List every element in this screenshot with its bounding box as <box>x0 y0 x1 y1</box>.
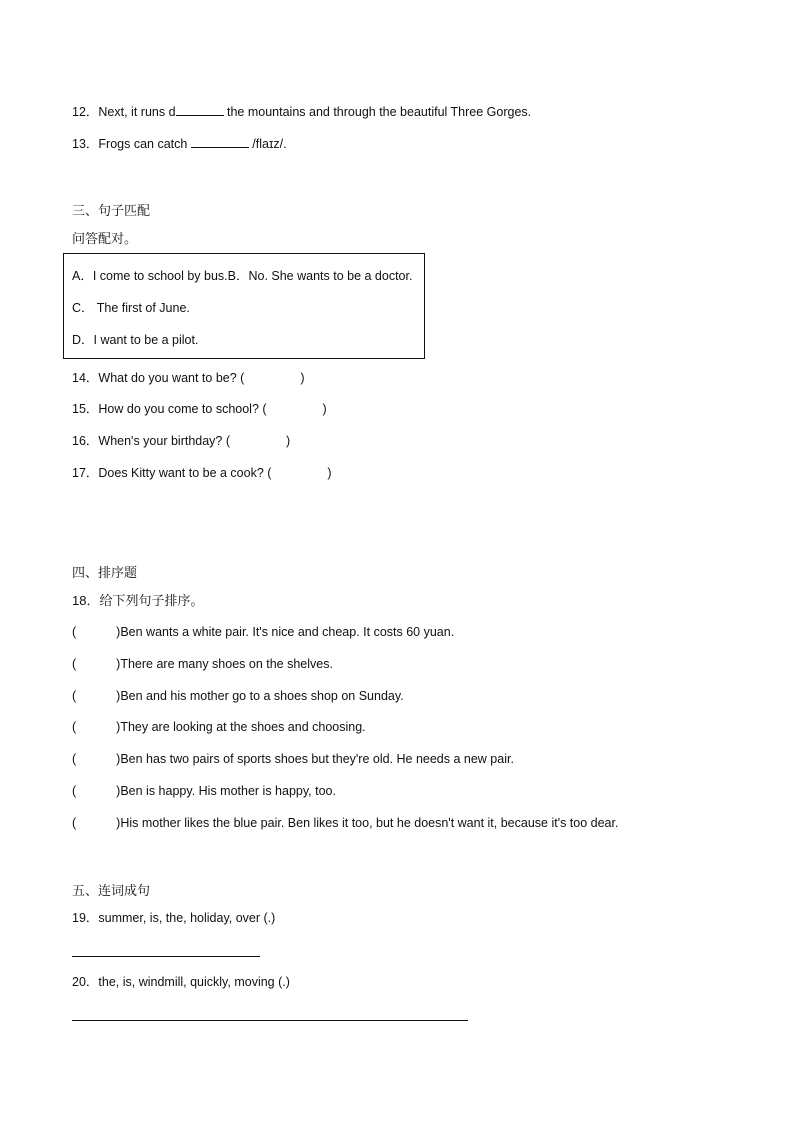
question-16 <box>72 433 290 449</box>
order-item <box>72 624 454 640</box>
option-line-d: D．I want to be a pilot. <box>72 333 199 347</box>
option-line-a-b: A．I come to school by bus.B．No. She wants to be a doctor. <box>72 269 413 283</box>
question-number: 15． <box>72 402 99 416</box>
question-14 <box>72 370 305 386</box>
order-item <box>72 783 336 799</box>
question-17 <box>72 465 332 481</box>
paren-open: ( <box>72 720 77 734</box>
question-15 <box>72 401 327 417</box>
paren-close: ) <box>116 816 121 830</box>
question-text: How do you come to school? ( <box>98 402 267 416</box>
answer-line[interactable] <box>72 1020 468 1021</box>
answer-line[interactable] <box>72 956 260 957</box>
paren-close: ) <box>116 720 121 734</box>
paren-close: ) <box>327 466 332 480</box>
fill-blank[interactable] <box>191 135 249 148</box>
question-19 <box>72 910 275 926</box>
order-item <box>72 719 366 735</box>
question-number: 13． <box>72 137 99 151</box>
paren-open: ( <box>72 689 77 703</box>
order-item <box>72 815 618 831</box>
section-3-instruction: 问答配对。 <box>72 231 138 246</box>
question-text-before: Next, it runs d <box>98 105 176 119</box>
question-number: 17． <box>72 466 99 480</box>
question-number: 14． <box>72 371 99 385</box>
order-item <box>72 751 514 767</box>
paren-open: ( <box>72 816 77 830</box>
question-text-after: /flaɪz/. <box>248 137 287 151</box>
question-text: the, is, windmill, quickly, moving (.) <box>98 975 290 989</box>
order-text: Ben wants a white pair. It's nice and cheap. It costs 60 yuan. <box>120 625 455 639</box>
question-text: summer, is, the, holiday, over (.) <box>98 911 276 925</box>
fill-blank[interactable] <box>176 103 224 116</box>
order-text: Ben is happy. His mother is happy, too. <box>120 784 336 798</box>
paren-close: ) <box>322 402 327 416</box>
section-5-title: 五、连词成句 <box>72 883 151 898</box>
question-number: 20． <box>72 975 99 989</box>
question-text: When's your birthday? ( <box>98 434 231 448</box>
order-text: Ben has two pairs of sports shoes but they're old. He needs a new pair. <box>120 752 514 766</box>
question-text: Does Kitty want to be a cook? ( <box>98 466 272 480</box>
order-item <box>72 688 404 704</box>
question-number: 19． <box>72 911 99 925</box>
question-12 <box>72 103 531 120</box>
section-4-title: 四、排序题 <box>72 565 138 580</box>
order-text: His mother likes the blue pair. Ben likes it too, but he doesn't want it, because it's too dear. <box>120 816 619 830</box>
question-20 <box>72 974 290 990</box>
question-text: What do you want to be? ( <box>98 371 245 385</box>
paren-close: ) <box>286 434 291 448</box>
order-text: There are many shoes on the shelves. <box>120 657 333 671</box>
question-text-after: the mountains and through the beautiful Three Gorges. <box>223 105 532 119</box>
paren-close: ) <box>116 752 121 766</box>
paren-close: ) <box>116 689 121 703</box>
question-text-before: Frogs can catch <box>98 137 191 151</box>
question-18: 18．给下列句子排序。 <box>72 593 204 608</box>
paren-open: ( <box>72 625 77 639</box>
paren-open: ( <box>72 784 77 798</box>
section-3-title: 三、句子匹配 <box>72 203 151 218</box>
paren-close: ) <box>116 625 121 639</box>
paren-open: ( <box>72 752 77 766</box>
order-text: They are looking at the shoes and choosing. <box>120 720 366 734</box>
paren-close: ) <box>116 784 121 798</box>
order-item <box>72 656 333 672</box>
paren-close: ) <box>300 371 305 385</box>
option-line-c: C． The first of June. <box>72 301 190 315</box>
paren-open: ( <box>72 657 77 671</box>
question-13 <box>72 135 287 152</box>
question-number: 12． <box>72 105 99 119</box>
paren-close: ) <box>116 657 121 671</box>
question-number: 16． <box>72 434 99 448</box>
order-text: Ben and his mother go to a shoes shop on Sunday. <box>120 689 404 703</box>
